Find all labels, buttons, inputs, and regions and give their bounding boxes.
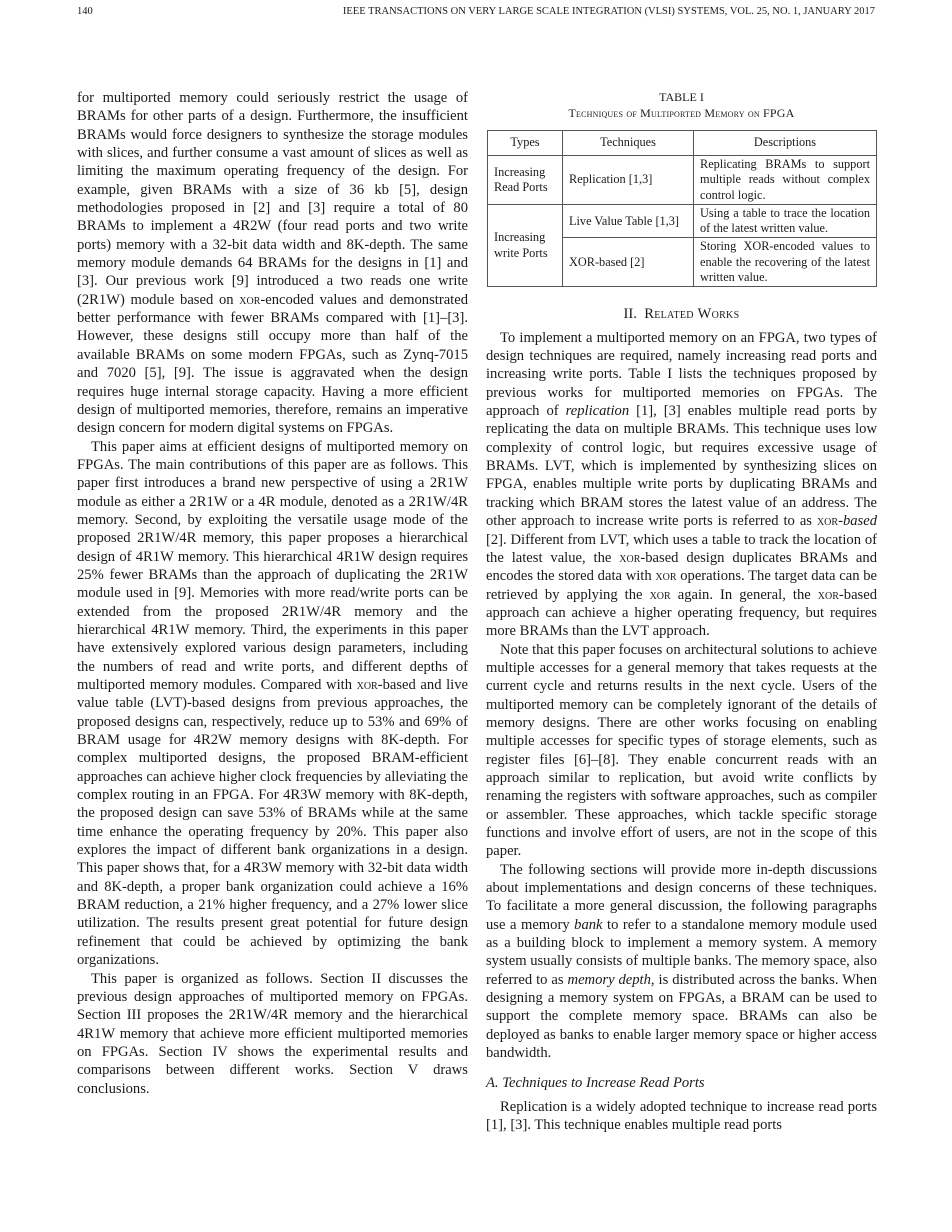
column-header: Descriptions — [694, 131, 877, 156]
xor-term: xor — [619, 549, 641, 566]
technique-cell: Live Value Table [1,3] — [563, 204, 694, 238]
column-header: Techniques — [563, 131, 694, 156]
paragraph: for multiported memory could seriously restrict the usage of BRAMs for other parts of a design. Furthermore, the insufficient BRAMs would force designers to synthesize the storage modules with slices, and further consume a vast amount of slices as well as limiting the maximum operating frequency of the design. For example, given BRAMs with a size of 36 kb [5], design methodologies proposed in [2] and [3] require a total of 80 BRAMs to implement a 4R2W (four read ports and two write ports) memory with a 32-bit data width and 8K-depth. The same memory module demands 64 BRAMs for the designs in [1] and [3]. Our previous work [9] introduced a two reads one write (2R1W) module based on xor-encoded values and demonstrated better performance with fewer BRAMs compared with [1]–[3]. However, these designs still occupy more than half of the available BRAMs on some modern FPGAs, such as Zynq-7015 and 7020 [5], [9]. The issue is aggravated when the design requires huge internal storage capacity. Having a more efficient design of multiported memories, therefore, remains an imperative design concern for modern digital systems on FPGAs. — [77, 90, 468, 437]
description-cell: Storing XOR-encoded values to enable the recovering of the latest written value. — [694, 238, 877, 287]
technique-cell: Replication [1,3] — [563, 156, 694, 205]
table-row — [488, 156, 877, 205]
running-header — [77, 6, 875, 22]
table-caption — [486, 89, 877, 121]
technique-cell: XOR-based [2] — [563, 238, 694, 287]
column-header: Types — [488, 131, 563, 156]
paragraph: Replication is a widely adopted technique to increase read ports [1], [3]. This technique enables multiple read ports — [486, 1098, 877, 1134]
journal-title: IEEE TRANSACTIONS ON VERY LARGE SCALE INTEGRATION (VLSI) SYSTEMS, VOL. 25, NO. 1, JANUARY 2017 — [342, 6, 875, 17]
xor-term: xor — [816, 513, 839, 530]
table-header-row — [488, 131, 877, 156]
table-label: TABLE I — [659, 90, 704, 104]
right-column — [486, 89, 877, 1135]
table-title: Techniques of Multiported Memory on FPGA — [568, 106, 795, 120]
xor-term: xor — [817, 586, 839, 603]
subsection-heading: A. Techniques to Increase Read Ports — [486, 1075, 705, 1092]
paragraph: To implement a multiported memory on an FPGA, two types of design techniques are required, namely increasing read ports and increasing write ports. Table I lists the techniques proposed by previous works for multiported memories on FPGAs. The approach of replication [1], [3] enables multiple read ports by replicating the data on multiple BRAMs. This technique uses low complexity of control logic, but requires excessive usage of BRAMs. LVT, which is implemented by synthesizing slices on FPGA, enables multiple write ports by duplicating BRAMs and tracking which BRAM stores the latest value of an address. The other approach to increase write ports is referred to as xor-based [2]. Different from LVT, which uses a table to track the location of the latest value, the xor-based design duplicates BRAMs and encodes the stored data with xor operations. The target data can be retrieved by applying the xor again. In general, the xor-based approach can achieve a higher operating frequency, but requires more BRAMs than the LVT approach. — [486, 329, 878, 640]
xor-term: xor — [239, 291, 261, 308]
xor-term: xor — [356, 677, 378, 693]
page-number: 140 — [77, 6, 93, 17]
description-cell: Replicating BRAMs to support multiple reads without complex control logic. — [694, 156, 877, 205]
description-cell: Using a table to trace the location of the latest written value. — [694, 204, 877, 238]
paragraph: Note that this paper focuses on architectural solutions to achieve multiple accesses for a general memory that takes requests at the current cycle and returns results in the next cycle. Users of the multiported memory can be completely ignorant of the details of memory designs. There are other works focusing on enabling multiple accesses for specific types of storage elements, such as register files [6]–[8]. They enable concurrent reads with an approach similar to replication, but avoid write conflicts by renaming the registers with software approaches, such as compiler or assembler. These approaches, which tackle specific storage functions and involve effort of users, are not in the scope of this paper. — [486, 641, 877, 860]
paragraph: The following sections will provide more in-depth discussions about implementations and design concerns of these techniques. To facilitate a more general discussion, the following paragraphs use a memory bank to refer to a standalone memory module used as a building block to implement a memory system. A memory system usually consists of multiple banks. The memory space, also referred to as memory depth, is distributed across the banks. When designing a memory system on FPGAs, a BRAM can be used to support the complete memory space. BRAMs can also be deployed as banks to enable larger memory space or higher access bandwidth. — [486, 861, 877, 1062]
table-row — [488, 204, 877, 238]
techniques-table — [487, 130, 877, 287]
section-heading: II. Related Works — [623, 306, 740, 323]
xor-term: xor — [649, 586, 671, 603]
type-cell: Increasing Read Ports — [488, 156, 563, 205]
left-column — [77, 89, 468, 1098]
paragraph: This paper is organized as follows. Section II discusses the previous design approaches of multiported memory on FPGAs. Section III proposes the 2R1W/4R memory and the hierarchical 4R1W memory that achieve more efficient multiported memories on FPGAs. Section IV shows the experimental results and comparisons between different works. Section V draws conclusions. — [77, 970, 468, 1097]
type-cell: Increasing write Ports — [488, 204, 563, 286]
xor-term: xor — [655, 568, 677, 585]
paragraph: This paper aims at efficient designs of multiported memory on FPGAs. The main contributions of this paper are as follows. This paper first introduces a brand new perspective of using a 2R1W module as either a 2R1W or a 4R module, denoted as a 2R1W/4R memory. Second, by exploiting the versatile usage mode of the proposed 2R1W/4R memory, this paper proposes a hierarchical design of 4R1W memory. This hierarchical 4R1W design requires 25% fewer BRAMs than the approach of duplicating the 2R1W module used in [9]. Memories with more read/write ports can be extended from the proposed 2R1W/4R memory and the hierarchical 4R1W memory. Third, the experiments in this paper have extensively explored various design parameters, including the numbers of read and write ports, and different depths of multiported memory modules. Compared with xor-based and live value table (LVT)-based designs from previous approaches, the proposed designs can, respectively, reduce up to 53% and 69% of BRAM usage for 4R2W memory designs with 8K-depth. For complex multiported designs, the proposed BRAM-efficient approaches can achieve higher clock frequencies by alleviating the complex routing in an FPGA. For 4R3W memory with 8K-depth, the proposed design can save 53% of BRAMs while at the same time enhance the operating frequency by 20%. This paper also explores the impact of different bank organizations in a design. This paper shows that, for a 4R3W memory with 32-bit data width and 8K-depth, a proper bank organization could achieve a 16% BRAM reduction, a 21% higher frequency, and a 27% lower slice utilization. The results present great potential for future design refinement that could be achieved by optimizing the bank organizations. — [77, 438, 468, 969]
